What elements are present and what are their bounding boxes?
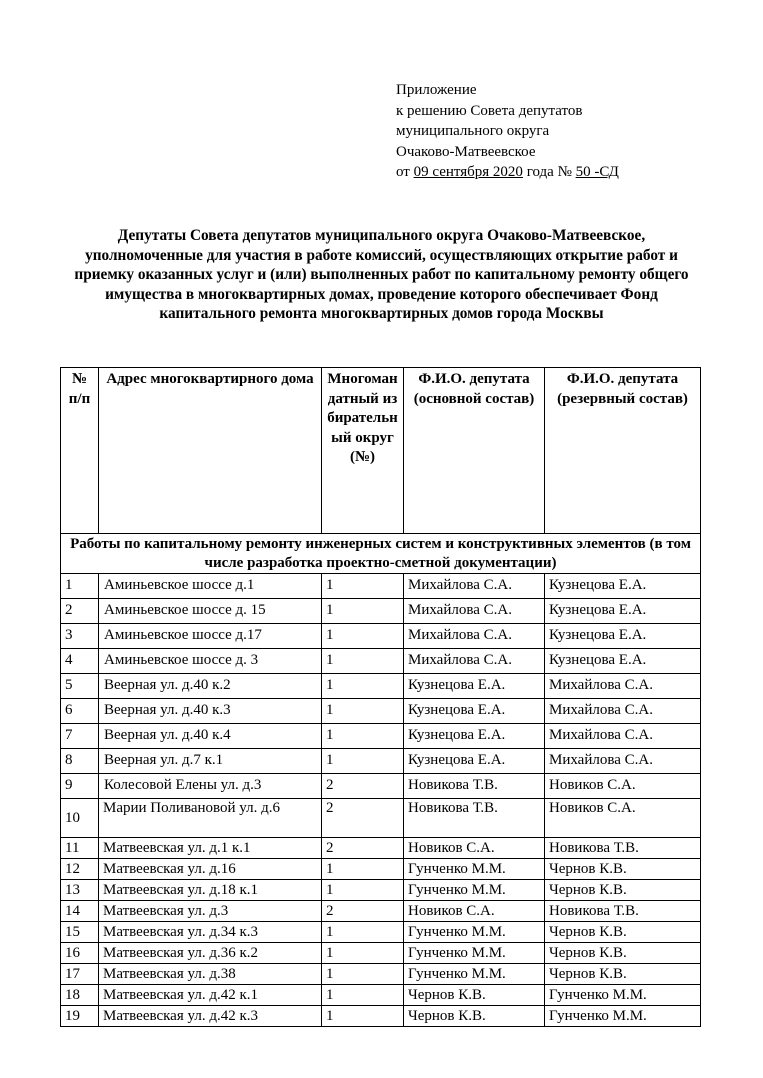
row-reserve-deputy: Михайлова С.А. bbox=[545, 699, 701, 724]
row-address: Матвеевская ул. д.34 к.3 bbox=[99, 922, 322, 943]
row-number: 3 bbox=[61, 624, 99, 649]
row-district: 1 bbox=[322, 964, 404, 985]
row-main-deputy: Михайлова С.А. bbox=[404, 624, 545, 649]
row-reserve-deputy: Чернов К.В. bbox=[545, 880, 701, 901]
annex-block bbox=[396, 80, 619, 183]
header-number: № п/п bbox=[61, 368, 99, 534]
row-main-deputy: Гунченко М.М. bbox=[404, 922, 545, 943]
row-district: 1 bbox=[322, 1006, 404, 1027]
row-district: 2 bbox=[322, 901, 404, 922]
table-row bbox=[61, 649, 701, 674]
annex-number: 50 -СД bbox=[575, 164, 619, 180]
row-address: Матвеевская ул. д.42 к.1 bbox=[99, 985, 322, 1006]
table-row bbox=[61, 674, 701, 699]
row-district: 1 bbox=[322, 985, 404, 1006]
row-address: Аминьевское шоссе д. 3 bbox=[99, 649, 322, 674]
table-row bbox=[61, 624, 701, 649]
row-number: 2 bbox=[61, 599, 99, 624]
row-address: Веерная ул. д.40 к.2 bbox=[99, 674, 322, 699]
annex-date: 09 сентября 2020 bbox=[413, 164, 523, 180]
header-main-deputy: Ф.И.О. депутата (основной состав) bbox=[404, 368, 545, 534]
table-row bbox=[61, 699, 701, 724]
row-number: 11 bbox=[61, 838, 99, 859]
row-district: 1 bbox=[322, 574, 404, 599]
row-main-deputy: Михайлова С.А. bbox=[404, 599, 545, 624]
row-address: Веерная ул. д.40 к.4 bbox=[99, 724, 322, 749]
row-number: 1 bbox=[61, 574, 99, 599]
header-address: Адрес многоквартирного дома bbox=[99, 368, 322, 534]
row-number: 17 bbox=[61, 964, 99, 985]
row-main-deputy: Кузнецова Е.А. bbox=[404, 749, 545, 774]
row-address: Матвеевская ул. д.42 к.3 bbox=[99, 1006, 322, 1027]
table-row bbox=[61, 838, 701, 859]
row-reserve-deputy: Чернов К.В. bbox=[545, 922, 701, 943]
table-row bbox=[61, 1006, 701, 1027]
row-district: 1 bbox=[322, 599, 404, 624]
row-address: Матвеевская ул. д.36 к.2 bbox=[99, 943, 322, 964]
row-number: 9 bbox=[61, 774, 99, 799]
row-number: 13 bbox=[61, 880, 99, 901]
row-address: Аминьевское шоссе д.1 bbox=[99, 574, 322, 599]
row-address: Аминьевское шоссе д.17 bbox=[99, 624, 322, 649]
header-row bbox=[61, 368, 701, 534]
row-reserve-deputy: Новикова Т.В. bbox=[545, 838, 701, 859]
annex-date-prefix: от bbox=[396, 164, 414, 180]
row-address: Матвеевская ул. д.16 bbox=[99, 859, 322, 880]
row-address: Матвеевская ул. д.1 к.1 bbox=[99, 838, 322, 859]
row-main-deputy: Новиков С.А. bbox=[404, 838, 545, 859]
row-district: 1 bbox=[322, 922, 404, 943]
annex-date-line bbox=[396, 162, 619, 183]
row-address: Марии Поливановой ул. д.6 bbox=[99, 799, 322, 838]
deputies-table bbox=[60, 367, 701, 1027]
row-main-deputy: Михайлова С.А. bbox=[404, 574, 545, 599]
section-heading: Работы по капитальному ремонту инженерных систем и конструктивных элементов (в том числе разработка проектно-сметной документации) bbox=[61, 534, 701, 574]
row-district: 1 bbox=[322, 880, 404, 901]
row-address: Веерная ул. д.7 к.1 bbox=[99, 749, 322, 774]
row-reserve-deputy: Чернов К.В. bbox=[545, 943, 701, 964]
row-number: 10 bbox=[61, 799, 99, 838]
row-main-deputy: Новикова Т.В. bbox=[404, 799, 545, 838]
row-address: Матвеевская ул. д.3 bbox=[99, 901, 322, 922]
row-main-deputy: Новиков С.А. bbox=[404, 901, 545, 922]
annex-line-3: муниципального округа bbox=[396, 123, 550, 139]
row-main-deputy: Кузнецова Е.А. bbox=[404, 674, 545, 699]
row-number: 12 bbox=[61, 859, 99, 880]
table-row bbox=[61, 749, 701, 774]
row-district: 1 bbox=[322, 649, 404, 674]
row-reserve-deputy: Чернов К.В. bbox=[545, 859, 701, 880]
row-reserve-deputy: Михайлова С.А. bbox=[545, 724, 701, 749]
row-district: 1 bbox=[322, 859, 404, 880]
row-number: 6 bbox=[61, 699, 99, 724]
row-reserve-deputy: Михайлова С.А. bbox=[545, 749, 701, 774]
row-district: 1 bbox=[322, 674, 404, 699]
table-row bbox=[61, 724, 701, 749]
row-number: 4 bbox=[61, 649, 99, 674]
header-reserve-deputy: Ф.И.О. депутата (резервный состав) bbox=[545, 368, 701, 534]
row-reserve-deputy: Новикова Т.В. bbox=[545, 901, 701, 922]
section-row bbox=[61, 534, 701, 574]
row-main-deputy: Чернов К.В. bbox=[404, 1006, 545, 1027]
table-row bbox=[61, 799, 701, 838]
row-number: 16 bbox=[61, 943, 99, 964]
row-district: 2 bbox=[322, 799, 404, 838]
row-address: Веерная ул. д.40 к.3 bbox=[99, 699, 322, 724]
row-main-deputy: Михайлова С.А. bbox=[404, 649, 545, 674]
table-row bbox=[61, 985, 701, 1006]
row-main-deputy: Чернов К.В. bbox=[404, 985, 545, 1006]
row-address: Матвеевская ул. д.38 bbox=[99, 964, 322, 985]
table-row bbox=[61, 859, 701, 880]
row-main-deputy: Новикова Т.В. bbox=[404, 774, 545, 799]
row-number: 19 bbox=[61, 1006, 99, 1027]
row-address: Колесовой Елены ул. д.3 bbox=[99, 774, 322, 799]
row-address: Матвеевская ул. д.18 к.1 bbox=[99, 880, 322, 901]
row-main-deputy: Кузнецова Е.А. bbox=[404, 699, 545, 724]
row-district: 1 bbox=[322, 624, 404, 649]
row-number: 7 bbox=[61, 724, 99, 749]
row-number: 18 bbox=[61, 985, 99, 1006]
row-reserve-deputy: Кузнецова Е.А. bbox=[545, 624, 701, 649]
row-main-deputy: Гунченко М.М. bbox=[404, 943, 545, 964]
header-district: Многомандатный избирательный округ (№) bbox=[322, 368, 404, 534]
table-row bbox=[61, 922, 701, 943]
row-reserve-deputy: Гунченко М.М. bbox=[545, 1006, 701, 1027]
table-row bbox=[61, 964, 701, 985]
table-row bbox=[61, 574, 701, 599]
table-body bbox=[61, 368, 701, 1027]
table-row bbox=[61, 599, 701, 624]
row-main-deputy: Кузнецова Е.А. bbox=[404, 724, 545, 749]
row-reserve-deputy: Новиков С.А. bbox=[545, 799, 701, 838]
row-main-deputy: Гунченко М.М. bbox=[404, 880, 545, 901]
row-district: 1 bbox=[322, 699, 404, 724]
table-row bbox=[61, 880, 701, 901]
row-reserve-deputy: Гунченко М.М. bbox=[545, 985, 701, 1006]
row-reserve-deputy: Кузнецова Е.А. bbox=[545, 574, 701, 599]
table-row bbox=[61, 774, 701, 799]
row-reserve-deputy: Новиков С.А. bbox=[545, 774, 701, 799]
annex-line-4: Очаково-Матвеевское bbox=[396, 143, 536, 160]
row-district: 2 bbox=[322, 774, 404, 799]
row-address: Аминьевское шоссе д. 15 bbox=[99, 599, 322, 624]
table-row bbox=[61, 943, 701, 964]
annex-date-mid: года № bbox=[522, 164, 576, 180]
row-number: 8 bbox=[61, 749, 99, 774]
row-reserve-deputy: Чернов К.В. bbox=[545, 964, 701, 985]
annex-line-1: Приложение bbox=[396, 82, 477, 98]
row-number: 15 bbox=[61, 922, 99, 943]
row-number: 5 bbox=[61, 674, 99, 699]
row-district: 1 bbox=[322, 749, 404, 774]
annex-line-2: к решению Совета депутатов bbox=[396, 102, 583, 119]
row-reserve-deputy: Кузнецова Е.А. bbox=[545, 649, 701, 674]
document-title: Депутаты Совета депутатов муниципального округа Очаково-Матвеевское, уполномоченные для участия в работе комиссий, осуществляющих открытие работ и приемку оказанных услуг и (или) выполненных работ по капитальному ремонту общего имущества в многоквартирных домах, проведение которого обеспечивает Фонд капитального ремонта многоквартирных домов города Москвы bbox=[74, 227, 689, 323]
row-district: 1 bbox=[322, 724, 404, 749]
row-district: 2 bbox=[322, 838, 404, 859]
row-district: 1 bbox=[322, 943, 404, 964]
row-number: 14 bbox=[61, 901, 99, 922]
table-row bbox=[61, 901, 701, 922]
row-reserve-deputy: Михайлова С.А. bbox=[545, 674, 701, 699]
row-main-deputy: Гунченко М.М. bbox=[404, 859, 545, 880]
row-main-deputy: Гунченко М.М. bbox=[404, 964, 545, 985]
row-reserve-deputy: Кузнецова Е.А. bbox=[545, 599, 701, 624]
